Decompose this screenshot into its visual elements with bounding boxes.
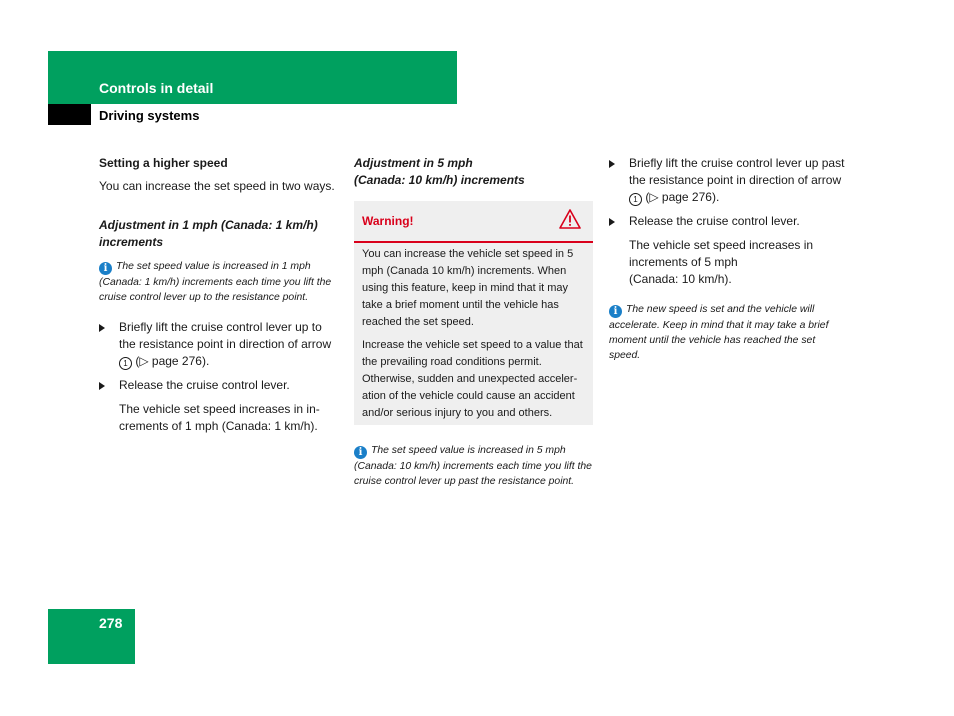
warning-paragraph-1: You can increase the vehicle set speed in 5 mph (Canada 10 km/h) increments. When using this feature, keep in mind that it may take a brief moment until the vehicle has reached the set speed. bbox=[362, 248, 574, 328]
warning-label: Warning! bbox=[362, 214, 414, 228]
bullet-triangle-icon bbox=[99, 324, 105, 332]
bullet-triangle-icon bbox=[609, 160, 615, 168]
result-text-line2: (Canada: 10 km/h). bbox=[629, 272, 732, 286]
info-note-5mph: i The set speed value is increased in 5 mph (Canada: 10 km/h) increments each time you lift the cruise control lever up past the resistance point. bbox=[354, 445, 592, 487]
bullet-triangle-icon bbox=[99, 382, 105, 390]
column-left bbox=[99, 155, 339, 435]
info-icon: i bbox=[99, 262, 112, 275]
info-note-1mph: i The set speed value is increased in 1 mph (Canada: 1 km/h) increments each time you lift the cruise control lever up to the resistance point. bbox=[99, 261, 332, 303]
column-middle-note bbox=[354, 443, 594, 489]
result-text: The vehicle set speed increases in in-crements of 1 mph (Canada: 1 km/h). bbox=[119, 402, 320, 433]
page-number: 278 bbox=[99, 615, 123, 631]
sub-heading-5mph-line2: (Canada: 10 km/h) increments bbox=[354, 173, 525, 187]
intro-text: You can increase the set speed in two ways. bbox=[99, 179, 335, 193]
info-note-new-speed: i The new speed is set and the vehicle will accelerate. Keep in mind that it may take a brief moment until the vehicle has reached the set speed. bbox=[609, 304, 829, 361]
warning-triangle-icon bbox=[559, 209, 581, 229]
result-text-line1: The vehicle set speed increases in increments of 5 mph bbox=[629, 238, 814, 269]
warning-box bbox=[354, 201, 593, 425]
step-lift-lever-past: Briefly lift the cruise control lever up past the resistance point in direction of arrow 1 (▷ page 276). bbox=[609, 155, 849, 206]
warning-paragraph-2: Increase the vehicle set speed to a value that the prevailing road conditions permit. Otherwise, sudden and unexpected acceler-ation of the vehicle could cause an accident and/or serious injury to you and others. bbox=[362, 339, 583, 419]
warning-body bbox=[354, 243, 593, 422]
step-release-lever: Release the cruise control lever. bbox=[609, 213, 849, 230]
section-heading: Setting a higher speed bbox=[99, 156, 228, 170]
bullet-triangle-icon bbox=[609, 218, 615, 226]
subsection-title: Driving systems bbox=[99, 108, 200, 123]
header-tab-marker bbox=[48, 104, 91, 125]
column-right bbox=[609, 155, 849, 363]
step-release-lever: Release the cruise control lever. bbox=[99, 377, 339, 394]
column-middle bbox=[354, 155, 594, 189]
step-lift-lever: Briefly lift the cruise control lever up to the resistance point in direction of arrow 1 (▷ page 276). bbox=[99, 319, 339, 370]
sub-heading-5mph-line1: Adjustment in 5 mph bbox=[354, 156, 473, 170]
info-icon: i bbox=[354, 446, 367, 459]
warning-header bbox=[354, 201, 593, 243]
header-band bbox=[48, 51, 457, 104]
section-title: Controls in detail bbox=[99, 80, 214, 96]
arrow-number-badge: 1 bbox=[629, 193, 642, 206]
sub-heading-1mph: Adjustment in 1 mph (Canada: 1 km/h) increments bbox=[99, 218, 318, 249]
info-icon: i bbox=[609, 305, 622, 318]
arrow-number-badge: 1 bbox=[119, 357, 132, 370]
